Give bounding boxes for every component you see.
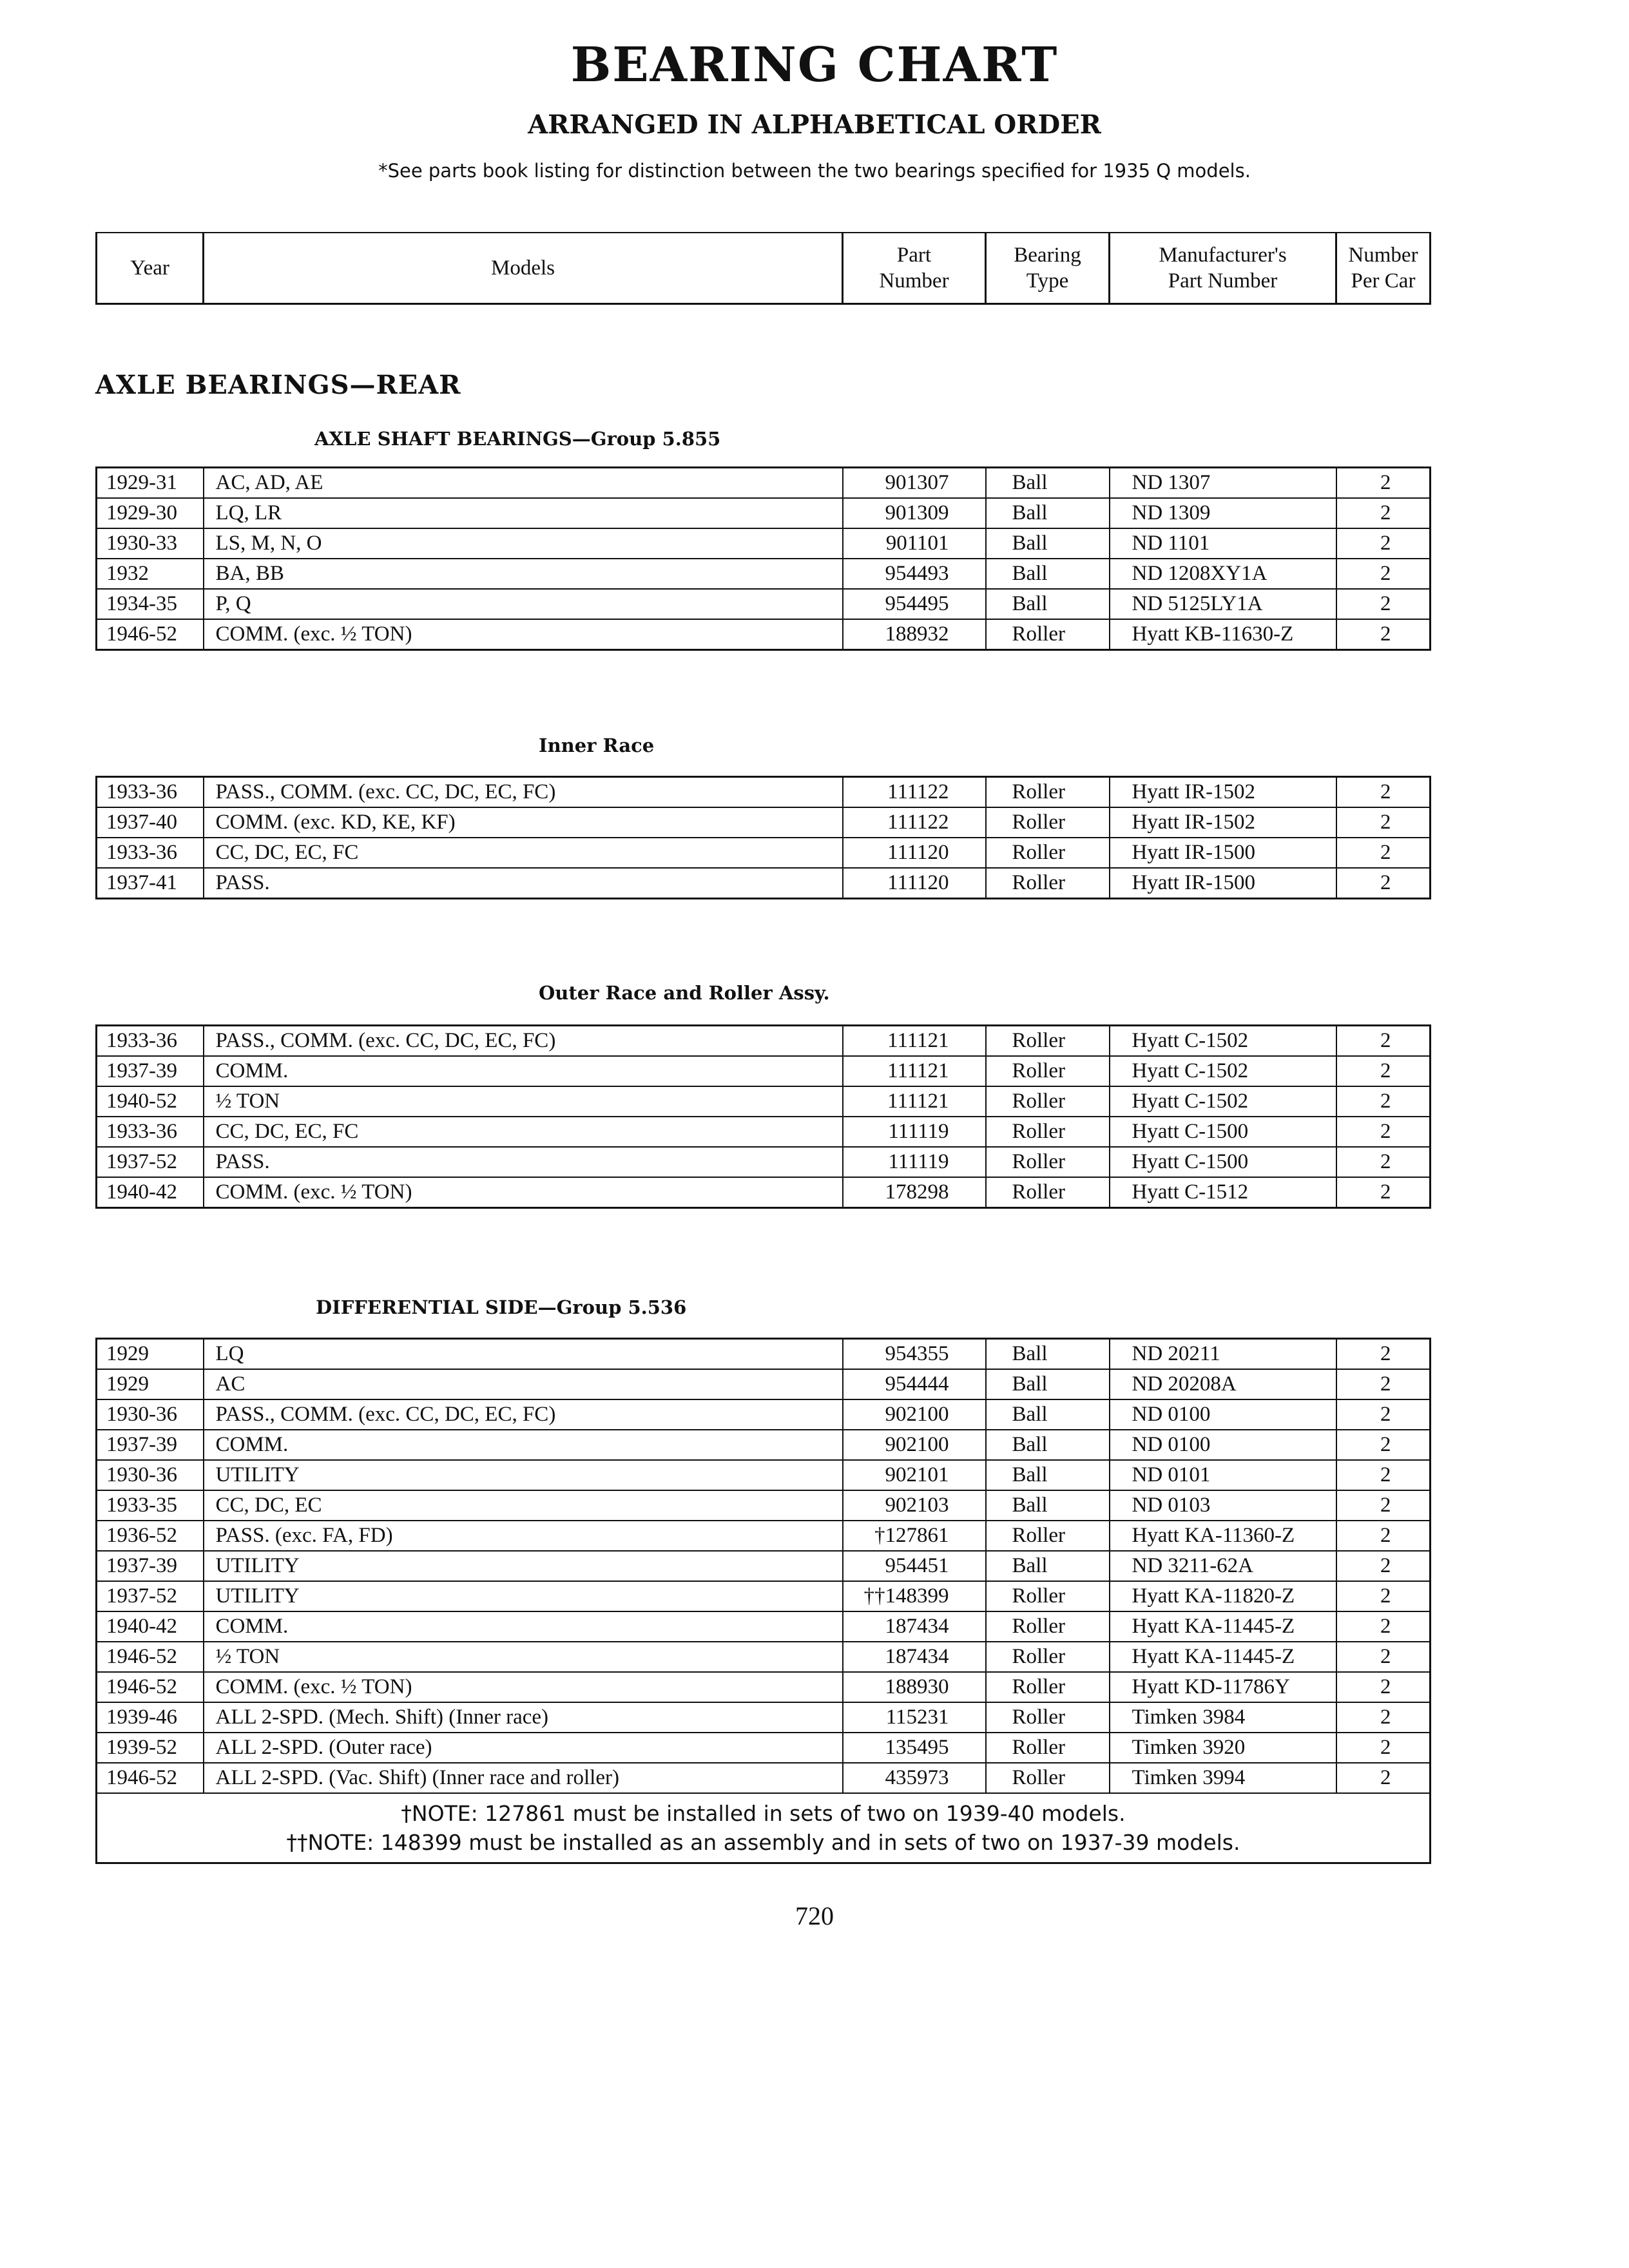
number-per-car-cell: 2 [1336,1086,1431,1117]
number-per-car-cell: 2 [1336,1430,1431,1460]
table-row [97,1551,1431,1581]
number-per-car-cell: 2 [1336,1521,1431,1551]
bearing-type-cell: Roller [986,1763,1110,1793]
models-cell: CC, DC, EC, FC [204,838,843,868]
table-row [97,1117,1431,1147]
models-cell: COMM. (exc. ½ TON) [204,1672,843,1702]
number-per-car-cell: 2 [1336,468,1431,499]
number-per-car-cell: 2 [1336,777,1431,808]
year-cell: 1930-36 [97,1460,204,1490]
bearing-type-cell: Ball [986,1399,1110,1430]
year-cell: 1929 [97,1339,204,1370]
bearing-type-cell: Ball [986,498,1110,528]
manufacturer-part-cell: Hyatt C-1512 [1110,1177,1336,1208]
table-row [97,1581,1431,1611]
part-number-cell: 135495 [843,1733,986,1763]
year-cell: 1937-39 [97,1551,204,1581]
table-row [97,1086,1431,1117]
part-number-cell: 188932 [843,619,986,650]
group-title-axle-shaft: AXLE SHAFT BEARINGS—Group 5.855 [314,428,721,450]
bearing-type-cell: Ball [986,1460,1110,1490]
models-cell: UTILITY [204,1551,843,1581]
part-number-cell: ††148399 [843,1581,986,1611]
col-bearing-type: Bearing Type [986,233,1110,304]
models-cell: COMM. (exc. ½ TON) [204,1177,843,1208]
manufacturer-part-cell: ND 1208XY1A [1110,559,1336,589]
year-cell: 1930-36 [97,1399,204,1430]
table-row [97,589,1431,619]
year-cell: 1936-52 [97,1521,204,1551]
table-row [97,1430,1431,1460]
manufacturer-part-cell: ND 0103 [1110,1490,1336,1521]
models-cell: UTILITY [204,1581,843,1611]
manufacturer-part-cell: ND 0100 [1110,1430,1336,1460]
bearing-type-cell: Ball [986,1430,1110,1460]
table-row [97,1026,1431,1057]
bearing-type-cell: Roller [986,1117,1110,1147]
number-per-car-cell: 2 [1336,1056,1431,1086]
models-cell: COMM. [204,1430,843,1460]
manufacturer-part-cell: Hyatt C-1500 [1110,1147,1336,1177]
bearing-type-cell: Roller [986,1026,1110,1057]
manufacturer-part-cell: ND 1101 [1110,528,1336,559]
bearing-type-cell: Roller [986,868,1110,899]
models-cell: COMM. (exc. ½ TON) [204,619,843,650]
year-cell: 1937-52 [97,1147,204,1177]
footnote: ††NOTE: 148399 must be installed as an assembly and in sets of two on 1937-39 models. [286,1830,1240,1855]
table-row [97,1733,1431,1763]
manufacturer-part-cell: Hyatt KB-11630-Z [1110,619,1336,650]
manufacturer-part-cell: Hyatt KA-11820-Z [1110,1581,1336,1611]
part-number-cell: 188930 [843,1672,986,1702]
bearing-type-cell: Ball [986,1490,1110,1521]
bearing-type-cell: Roller [986,1521,1110,1551]
number-per-car-cell: 2 [1336,498,1431,528]
year-cell: 1937-39 [97,1430,204,1460]
bearing-type-cell: Roller [986,777,1110,808]
table-row [97,1056,1431,1086]
table-row [97,528,1431,559]
part-number-cell: 954444 [843,1369,986,1399]
bearing-type-cell: Ball [986,1369,1110,1399]
manufacturer-part-cell: ND 3211-62A [1110,1551,1336,1581]
part-number-cell: 902103 [843,1490,986,1521]
table-outer-race-roller-assy [95,1024,1431,1209]
part-number-cell: †127861 [843,1521,986,1551]
number-per-car-cell: 2 [1336,1339,1431,1370]
year-cell: 1937-39 [97,1056,204,1086]
number-per-car-cell: 2 [1336,868,1431,899]
bearing-type-cell: Ball [986,1339,1110,1370]
table-row [97,498,1431,528]
year-cell: 1929-30 [97,498,204,528]
number-per-car-cell: 2 [1336,1763,1431,1793]
year-cell: 1940-52 [97,1086,204,1117]
year-cell: 1946-52 [97,1642,204,1672]
models-cell: PASS. [204,868,843,899]
manufacturer-part-cell: Hyatt KA-11445-Z [1110,1611,1336,1642]
table-row [97,838,1431,868]
bearing-type-cell: Roller [986,807,1110,838]
part-number-cell: 111119 [843,1147,986,1177]
table-row [97,559,1431,589]
part-number-cell: 111122 [843,807,986,838]
models-cell: P, Q [204,589,843,619]
year-cell: 1929-31 [97,468,204,499]
models-cell: ALL 2-SPD. (Mech. Shift) (Inner race) [204,1702,843,1733]
notes-cell [97,1793,1431,1863]
table-row [97,1672,1431,1702]
part-number-cell: 902100 [843,1430,986,1460]
number-per-car-cell: 2 [1336,1147,1431,1177]
manufacturer-part-cell: Hyatt IR-1500 [1110,838,1336,868]
table-row [97,468,1431,499]
table-row [97,1460,1431,1490]
year-cell: 1937-40 [97,807,204,838]
table-row [97,807,1431,838]
table-row [97,1763,1431,1793]
year-cell: 1932 [97,559,204,589]
year-cell: 1946-52 [97,1672,204,1702]
models-cell: PASS., COMM. (exc. CC, DC, EC, FC) [204,1026,843,1057]
table-differential-side [95,1338,1431,1864]
models-cell: AC, AD, AE [204,468,843,499]
bearing-type-cell: Roller [986,1147,1110,1177]
table-row [97,1490,1431,1521]
footnote: †NOTE: 127861 must be installed in sets of two on 1939-40 models. [401,1801,1126,1826]
page-number: 720 [795,1901,834,1930]
manufacturer-part-cell: ND 0100 [1110,1399,1336,1430]
number-per-car-cell: 2 [1336,807,1431,838]
models-cell: COMM. [204,1611,843,1642]
table-row [97,1147,1431,1177]
manufacturer-part-cell: Hyatt C-1502 [1110,1026,1336,1057]
manufacturer-part-cell: ND 5125LY1A [1110,589,1336,619]
col-part-number: Part Number [843,233,986,304]
manufacturer-part-cell: ND 1309 [1110,498,1336,528]
manufacturer-part-cell: Timken 3994 [1110,1763,1336,1793]
part-number-cell: 111120 [843,868,986,899]
number-per-car-cell: 2 [1336,559,1431,589]
section-title: AXLE BEARINGS—REAR [95,370,461,400]
models-cell: UTILITY [204,1460,843,1490]
models-cell: CC, DC, EC [204,1490,843,1521]
number-per-car-cell: 2 [1336,1611,1431,1642]
manufacturer-part-cell: Timken 3920 [1110,1733,1336,1763]
col-models: Models [204,233,843,304]
part-number-cell: 954451 [843,1551,986,1581]
models-cell: LQ [204,1339,843,1370]
table-row [97,1177,1431,1208]
table-row [97,1611,1431,1642]
table-row [97,1521,1431,1551]
manufacturer-part-cell: ND 20211 [1110,1339,1336,1370]
part-number-cell: 901309 [843,498,986,528]
part-number-cell: 178298 [843,1177,986,1208]
year-cell: 1946-52 [97,619,204,650]
year-cell: 1933-35 [97,1490,204,1521]
year-cell: 1933-36 [97,1026,204,1057]
models-cell: ALL 2-SPD. (Vac. Shift) (Inner race and roller) [204,1763,843,1793]
part-number-cell: 954355 [843,1339,986,1370]
part-number-cell: 111121 [843,1056,986,1086]
number-per-car-cell: 2 [1336,1490,1431,1521]
col-number-per-car: Number Per Car [1336,233,1431,304]
part-number-cell: 954493 [843,559,986,589]
bearing-type-cell: Roller [986,1611,1110,1642]
year-cell: 1937-41 [97,868,204,899]
bearing-type-cell: Roller [986,1056,1110,1086]
models-cell: PASS. (exc. FA, FD) [204,1521,843,1551]
manufacturer-part-cell: Hyatt IR-1502 [1110,777,1336,808]
bearing-type-cell: Roller [986,1177,1110,1208]
bearing-type-cell: Roller [986,1672,1110,1702]
year-cell: 1937-52 [97,1581,204,1611]
number-per-car-cell: 2 [1336,1672,1431,1702]
table-row [97,619,1431,650]
part-number-cell: 901307 [843,468,986,499]
bearing-type-cell: Roller [986,838,1110,868]
models-cell: PASS., COMM. (exc. CC, DC, EC, FC) [204,777,843,808]
models-cell: ½ TON [204,1642,843,1672]
column-header-table [95,232,1431,305]
part-number-cell: 901101 [843,528,986,559]
models-cell: PASS. [204,1147,843,1177]
part-number-cell: 954495 [843,589,986,619]
year-cell: 1946-52 [97,1763,204,1793]
part-number-cell: 902101 [843,1460,986,1490]
year-cell: 1939-46 [97,1702,204,1733]
manufacturer-part-cell: Hyatt C-1500 [1110,1117,1336,1147]
manufacturer-part-cell: Hyatt IR-1502 [1110,807,1336,838]
bearing-type-cell: Roller [986,1733,1110,1763]
year-cell: 1933-36 [97,1117,204,1147]
part-number-cell: 111119 [843,1117,986,1147]
number-per-car-cell: 2 [1336,1460,1431,1490]
part-number-cell: 435973 [843,1763,986,1793]
notes-row [97,1793,1431,1863]
number-per-car-cell: 2 [1336,1581,1431,1611]
year-cell: 1940-42 [97,1611,204,1642]
part-number-cell: 115231 [843,1702,986,1733]
year-cell: 1934-35 [97,589,204,619]
table-row [97,1702,1431,1733]
bearing-type-cell: Roller [986,1702,1110,1733]
part-number-cell: 111120 [843,838,986,868]
models-cell: PASS., COMM. (exc. CC, DC, EC, FC) [204,1399,843,1430]
table-axle-shaft-bearings [95,466,1431,651]
manufacturer-part-cell: Hyatt IR-1500 [1110,868,1336,899]
part-number-cell: 111121 [843,1026,986,1057]
manufacturer-part-cell: Hyatt KD-11786Y [1110,1672,1336,1702]
bearing-type-cell: Ball [986,528,1110,559]
top-note: *See parts book listing for distinction between the two bearings specified for 1935 Q models. [378,160,1251,182]
number-per-car-cell: 2 [1336,1026,1431,1057]
manufacturer-part-cell: Hyatt KA-11445-Z [1110,1642,1336,1672]
models-cell: AC [204,1369,843,1399]
number-per-car-cell: 2 [1336,838,1431,868]
table-row [97,1369,1431,1399]
bearing-type-cell: Ball [986,1551,1110,1581]
part-number-cell: 902100 [843,1399,986,1430]
manufacturer-part-cell: ND 20208A [1110,1369,1336,1399]
table-inner-race [95,776,1431,899]
models-cell: COMM. [204,1056,843,1086]
manufacturer-part-cell: ND 1307 [1110,468,1336,499]
table-row [97,777,1431,808]
number-per-car-cell: 2 [1336,589,1431,619]
manufacturer-part-cell: Hyatt C-1502 [1110,1086,1336,1117]
bearing-type-cell: Ball [986,589,1110,619]
number-per-car-cell: 2 [1336,1369,1431,1399]
bearing-type-cell: Ball [986,559,1110,589]
models-cell: CC, DC, EC, FC [204,1117,843,1147]
bearing-type-cell: Roller [986,1086,1110,1117]
number-per-car-cell: 2 [1336,528,1431,559]
table-row [97,1642,1431,1672]
bearing-type-cell: Roller [986,1581,1110,1611]
year-cell: 1933-36 [97,777,204,808]
bearing-type-cell: Roller [986,619,1110,650]
page-subtitle: ARRANGED IN ALPHABETICAL ORDER [528,110,1101,140]
year-cell: 1929 [97,1369,204,1399]
year-cell: 1930-33 [97,528,204,559]
col-year: Year [130,256,169,280]
manufacturer-part-cell: Hyatt KA-11360-Z [1110,1521,1336,1551]
number-per-car-cell: 2 [1336,1117,1431,1147]
models-cell: BA, BB [204,559,843,589]
number-per-car-cell: 2 [1336,619,1431,650]
manufacturer-part-cell: ND 0101 [1110,1460,1336,1490]
table-row [97,1339,1431,1370]
part-number-cell: 111121 [843,1086,986,1117]
number-per-car-cell: 2 [1336,1177,1431,1208]
number-per-car-cell: 2 [1336,1642,1431,1672]
part-number-cell: 111122 [843,777,986,808]
models-cell: LQ, LR [204,498,843,528]
models-cell: ½ TON [204,1086,843,1117]
number-per-car-cell: 2 [1336,1399,1431,1430]
table-row [97,868,1431,899]
number-per-car-cell: 2 [1336,1702,1431,1733]
number-per-car-cell: 2 [1336,1551,1431,1581]
table-row [97,1399,1431,1430]
number-per-car-cell: 2 [1336,1733,1431,1763]
group-title-differential-side: DIFFERENTIAL SIDE—Group 5.536 [316,1296,687,1318]
year-cell: 1933-36 [97,838,204,868]
group-title-outer-race: Outer Race and Roller Assy. [539,982,830,1004]
models-cell: COMM. (exc. KD, KE, KF) [204,807,843,838]
group-title-inner-race: Inner Race [539,735,655,756]
bearing-type-cell: Ball [986,468,1110,499]
year-cell: 1940-42 [97,1177,204,1208]
models-cell: ALL 2-SPD. (Outer race) [204,1733,843,1763]
bearing-type-cell: Roller [986,1642,1110,1672]
page-title: BEARING CHART [570,37,1059,93]
col-manufacturer-part-number: Manufacturer's Part Number [1110,233,1336,304]
year-cell: 1939-52 [97,1733,204,1763]
models-cell: LS, M, N, O [204,528,843,559]
manufacturer-part-cell: Timken 3984 [1110,1702,1336,1733]
manufacturer-part-cell: Hyatt C-1502 [1110,1056,1336,1086]
part-number-cell: 187434 [843,1611,986,1642]
column-header-row [97,233,1431,304]
part-number-cell: 187434 [843,1642,986,1672]
